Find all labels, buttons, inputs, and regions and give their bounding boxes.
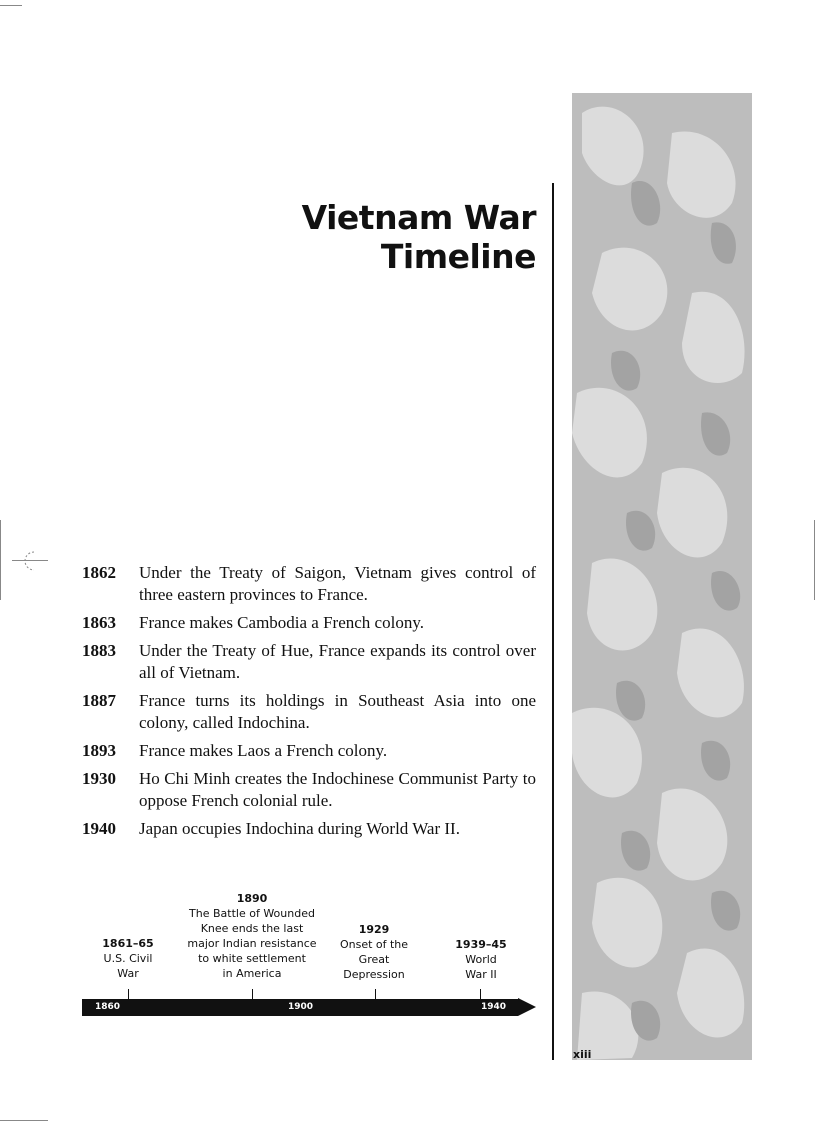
timeline-event-wounded-knee <box>182 891 322 981</box>
entry-text: Under the Treaty of Hue, France expands its control over all of Vietnam. <box>139 641 536 682</box>
entry-text: Ho Chi Minh creates the Indochinese Communist Party to oppose French colonial rule. <box>139 769 536 810</box>
crop-mark <box>0 520 1 600</box>
timeline-entry <box>82 640 536 684</box>
event-description: Onset of the Great Depression <box>339 938 409 981</box>
timeline-tick <box>252 989 253 999</box>
entry-text: Under the Treaty of Saigon, Vietnam gives control of three eastern provinces to France. <box>139 563 536 604</box>
timeline-tick <box>480 989 481 999</box>
crop-mark <box>814 520 815 600</box>
timeline-entries <box>82 562 536 846</box>
timeline-entry <box>82 690 536 734</box>
axis-label-1940: 1940 <box>481 1002 507 1012</box>
timeline-entry <box>82 612 536 634</box>
arrow-right-icon <box>518 998 536 1016</box>
entry-year: 1887 <box>82 691 116 710</box>
crop-mark <box>0 5 22 6</box>
axis-label-1860: 1860 <box>95 1002 121 1012</box>
entry-year: 1893 <box>82 741 116 760</box>
timeline-entry <box>82 818 536 840</box>
entry-text: Japan occupies Indochina during World War II. <box>139 819 460 838</box>
entry-year: 1863 <box>82 613 116 632</box>
timeline-event-civil-war <box>78 936 178 981</box>
axis-label-1900: 1900 <box>288 1002 314 1012</box>
event-label: 1861–65 <box>102 937 154 950</box>
entry-year: 1862 <box>82 563 116 582</box>
timeline-entry <box>82 562 536 606</box>
event-label: 1939–45 <box>455 938 507 951</box>
event-label: 1890 <box>236 892 268 905</box>
timeline-event-great-depression <box>324 922 424 982</box>
event-description: The Battle of Wounded Knee ends the last major Indian resistance to white settlement in America <box>187 907 317 980</box>
entry-year: 1940 <box>82 819 116 838</box>
timeline-entry <box>82 768 536 812</box>
entry-year: 1930 <box>82 769 116 788</box>
timeline-tick <box>128 989 129 999</box>
camouflage-band <box>572 93 752 1060</box>
page-title: Vietnam War Timeline <box>301 198 536 277</box>
entry-year: 1883 <box>82 641 116 660</box>
event-label: 1929 <box>358 923 390 936</box>
timeline-entry <box>82 740 536 762</box>
event-description: U.S. Civil War <box>103 952 153 980</box>
page-number: xiii <box>573 1048 592 1061</box>
entry-text: France turns its holdings in Southeast Asia into one colony, called Indochina. <box>139 691 536 732</box>
timeline-tick <box>375 989 376 999</box>
entry-text: France makes Cambodia a French colony. <box>139 613 424 632</box>
crop-mark <box>0 1120 48 1121</box>
timeline-event-world-war-ii <box>431 937 531 982</box>
event-description: World War II <box>465 953 497 981</box>
vertical-rule <box>552 183 554 1060</box>
entry-text: France makes Laos a French colony. <box>139 741 388 760</box>
registration-mark-icon <box>22 550 42 572</box>
